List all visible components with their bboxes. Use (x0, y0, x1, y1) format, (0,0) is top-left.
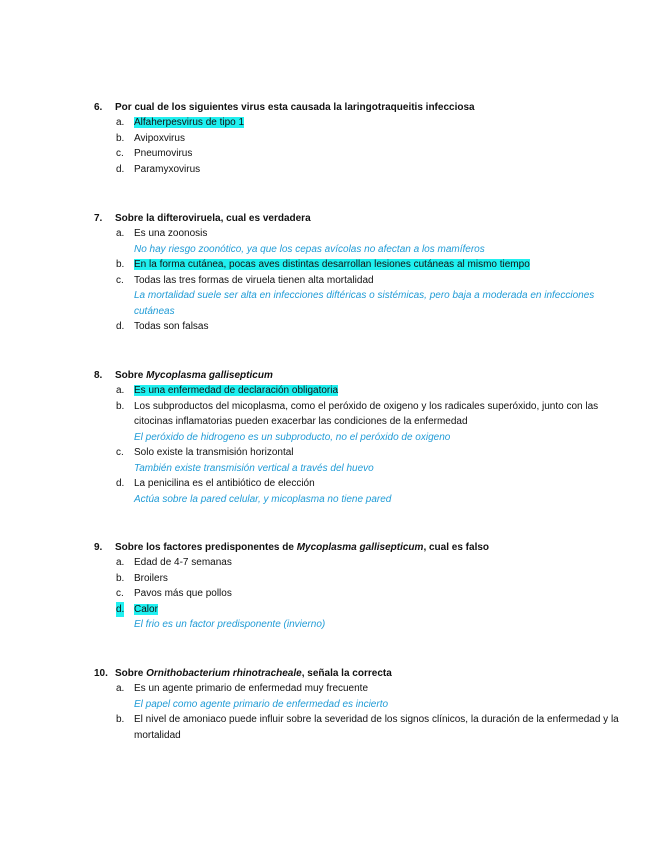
answer-note: La mortalidad suele ser alta en infecciones diftéricas o sistémicas, pero baja a moderada en infecciones cutáneas (134, 290, 595, 317)
question-number: 8. (94, 370, 103, 381)
option-text: Solo existe la transmisión horizontal (134, 447, 294, 458)
option-text: Pavos más que pollos (134, 588, 232, 599)
option-text: La penicilina es el antibiótico de elección (134, 478, 315, 489)
question-7-title (94, 211, 634, 226)
question-6 (94, 100, 634, 177)
question-text: Sobre los factores predisponentes de (115, 542, 297, 553)
question-text-suffix: , señala la correcta (301, 668, 392, 679)
option-8d (94, 476, 634, 507)
option-9a (94, 555, 634, 571)
option-letter: d. (116, 163, 125, 175)
question-8-title (94, 368, 634, 383)
answer-note: No hay riesgo zoonótico, ya que los cepas avícolas no afectan a los mamíferos (134, 243, 485, 255)
option-7a (94, 226, 634, 257)
option-letter: b. (116, 400, 125, 412)
option-letter: a. (116, 385, 125, 396)
question-text: Por cual de los siguientes virus esta causada la laringotraqueitis infecciosa (115, 102, 475, 113)
option-9b (94, 571, 634, 587)
option-text: Todas las tres formas de viruela tienen alta mortalidad (134, 274, 374, 286)
option-8b (94, 399, 634, 446)
option-6d (94, 162, 634, 178)
question-7 (94, 211, 634, 335)
option-text-highlighted: Calor (134, 603, 158, 615)
option-letter: a. (116, 117, 125, 128)
option-6a (94, 115, 634, 131)
option-letter: a. (116, 228, 125, 239)
option-7d (94, 319, 634, 335)
option-text: Avipoxvirus (134, 132, 185, 144)
option-8a (94, 383, 634, 399)
option-letter: d. (116, 321, 125, 332)
option-text: Todas son falsas (134, 321, 209, 332)
option-text: Es un agente primario de enfermedad muy frecuente (134, 683, 369, 694)
option-letter: c. (116, 447, 124, 458)
option-letter: b. (116, 714, 125, 725)
option-10a (94, 681, 634, 712)
option-letter: a. (116, 683, 125, 694)
option-10b (94, 712, 634, 743)
question-number: 7. (94, 213, 103, 224)
answer-note: Actúa sobre la pared celular, y micoplasma no tiene pared (134, 493, 392, 505)
option-letter: b. (116, 132, 125, 144)
option-7b (94, 257, 634, 273)
question-text: Sobre la difteroviruela, cual es verdadera (115, 213, 311, 224)
option-text: Edad de 4-7 semanas (134, 557, 232, 568)
option-letter: c. (116, 588, 124, 599)
option-8c (94, 445, 634, 476)
question-number: 6. (94, 102, 103, 113)
option-letter: b. (116, 259, 125, 270)
option-letter: c. (116, 148, 124, 159)
question-number: 10. (94, 668, 108, 679)
question-9 (94, 540, 634, 633)
option-text: El nivel de amoniaco puede influir sobre la severidad de los signos clínicos, la duración de la enfermedad y la mortalidad (134, 714, 619, 741)
answer-note: También existe transmisión vertical a través del huevo (134, 462, 374, 474)
option-text-highlighted: Alfaherpesvirus de tipo 1 (134, 117, 245, 128)
option-7c (94, 273, 634, 320)
species-name: Mycoplasma gallisepticum (146, 370, 273, 381)
option-letter: b. (116, 572, 125, 584)
option-9d (94, 602, 634, 633)
question-8 (94, 368, 634, 507)
option-text: Pneumovirus (134, 148, 193, 159)
question-6-title (94, 100, 634, 115)
option-9c (94, 586, 634, 602)
option-letter: a. (116, 557, 125, 568)
question-text-suffix: , cual es falso (423, 542, 490, 553)
answer-note: El papel como agente primario de enfermedad es incierto (134, 698, 389, 710)
option-text: Los subproductos del micoplasma, como el peróxido de oxigeno y los radicales superóxido, junto con las citocinas inflamatorias pueden exacerbar las condiciones de la enfermedad (134, 400, 599, 427)
answer-note: El frio es un factor predisponente (invierno) (134, 619, 326, 630)
option-text: Es una zoonosis (134, 228, 208, 239)
question-10 (94, 666, 634, 743)
option-letter: c. (116, 274, 124, 286)
option-6c (94, 146, 634, 162)
option-text-highlighted: Es una enfermedad de declaración obligatoria (134, 385, 339, 396)
answer-note: El peróxido de hidrogeno es un subproducto, no el peróxido de oxigeno (134, 431, 451, 443)
question-text: Sobre (115, 668, 147, 679)
option-text: Paramyxovirus (134, 163, 201, 175)
question-text: Sobre (115, 370, 147, 381)
question-number: 9. (94, 542, 103, 553)
option-6b (94, 131, 634, 147)
species-name: Ornithobacterium rhinotracheale (146, 668, 302, 679)
species-name: Mycoplasma gallisepticum (296, 542, 424, 553)
question-9-title (94, 540, 634, 555)
option-text-highlighted: En la forma cutánea, pocas aves distintas desarrollan lesiones cutáneas al mismo tiempo (134, 259, 530, 270)
question-10-title (94, 666, 634, 681)
option-letter: d. (116, 478, 125, 489)
option-text: Broilers (134, 572, 168, 584)
option-letter-highlighted: d. (116, 602, 124, 618)
